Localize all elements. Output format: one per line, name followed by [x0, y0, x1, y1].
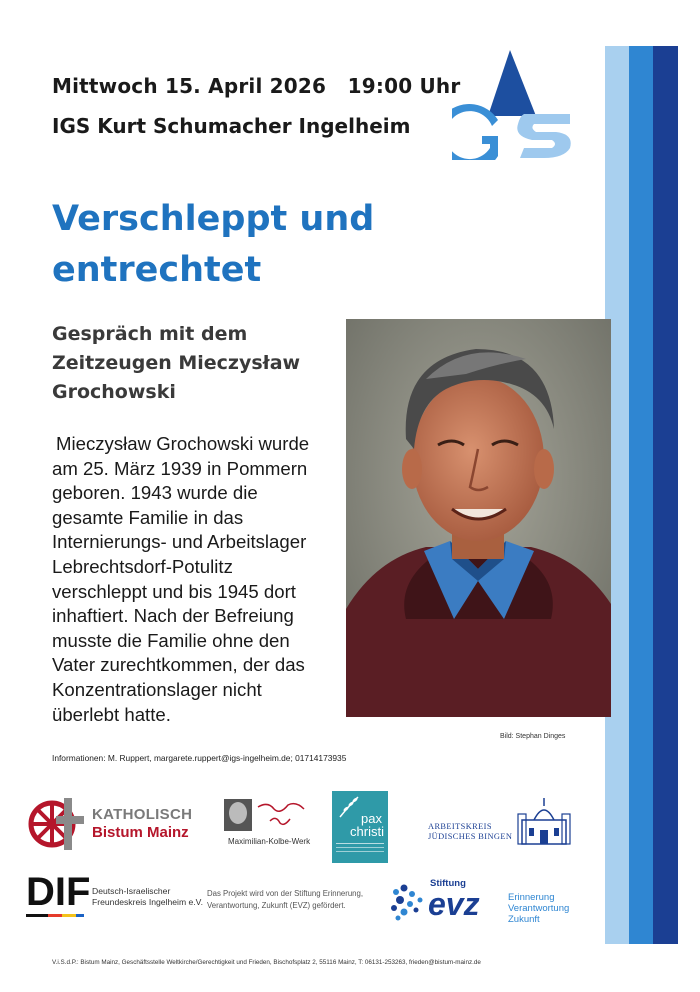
- title-line: Verschleppt und: [52, 199, 375, 239]
- stripe-mid: [629, 46, 653, 944]
- project-note: [207, 888, 363, 912]
- olive-branch-icon: [338, 795, 360, 819]
- synagogue-icon: [516, 796, 572, 846]
- subtitle-line: Gespräch mit dem: [52, 323, 248, 345]
- bio-line: Konzentrationslager nicht: [52, 678, 262, 700]
- pax-divider: [336, 851, 384, 852]
- bio-line: verschleppt und bis 1945 dort: [52, 580, 296, 602]
- bistum-mainz-label: Bistum Mainz: [92, 824, 189, 841]
- bio-line: Internierungs- und Arbeitslager: [52, 531, 307, 553]
- pax-christi-logo: [332, 791, 388, 863]
- event-venue: IGS Kurt Schumacher Ingelheim: [52, 114, 411, 138]
- pax-divider: [336, 843, 384, 844]
- kolbe-label: Maximilian-Kolbe-Werk: [228, 837, 311, 846]
- dif-bar-blue: [76, 914, 84, 917]
- kolbe-logo: [224, 797, 314, 851]
- project-note-line: Das Projekt wird von der Stiftung Erinnerung,: [207, 889, 364, 898]
- arbeitskreis-label: ARBEITSKREIS: [428, 822, 492, 831]
- dif-bar-yellow: [62, 914, 76, 917]
- juedisches-bingen-label: JÜDISCHES BINGEN: [428, 832, 513, 841]
- kolbe-portrait-icon: [224, 797, 314, 833]
- dif-letters-text: DIF: [26, 870, 91, 914]
- title-line: entrechtet: [52, 250, 262, 290]
- page-title: [52, 194, 392, 296]
- evz-tagline-line: Verantwortung: [508, 903, 570, 914]
- pax-divider: [336, 847, 384, 848]
- bio-line: geboren. 1943 wurde die: [52, 482, 258, 504]
- dif-bar-black: [26, 914, 48, 917]
- project-note-line: Verantwortung, Zukunft (EVZ) gefördert.: [207, 901, 346, 910]
- evz-letters: evz: [428, 886, 480, 922]
- bio-line: musste die Familie ohne den: [52, 629, 290, 651]
- juedisches-bingen-logo: [428, 796, 573, 848]
- bio-line: inhaftiert. Nach der Befreiung: [52, 605, 294, 627]
- pax-label: pax: [361, 811, 382, 826]
- katholisch-label: KATHOLISCH: [92, 806, 193, 823]
- bio-line: am 25. März 1939 in Pommern: [52, 457, 308, 479]
- event-date-time: [52, 74, 460, 98]
- subtitle: [52, 320, 322, 407]
- dif-letters: [26, 870, 90, 914]
- portrait-photo: [346, 319, 611, 717]
- evz-tagline-line: Erinnerung: [508, 892, 555, 903]
- subtitle-line: Zeitzeugen Mieczysław: [52, 352, 301, 374]
- dif-bar-red: [48, 914, 62, 917]
- bio-line: Lebrechtsdorf-Potulitz: [52, 555, 233, 577]
- event-date: Mittwoch 15. April 2026: [52, 74, 327, 98]
- dif-line1: Deutsch-Israelischer: [92, 886, 171, 896]
- evz-stiftung-label: Stiftung: [430, 878, 466, 889]
- igs-logo: [452, 48, 578, 160]
- evz-logo: [388, 878, 588, 928]
- event-time: 19:00 Uhr: [347, 74, 461, 98]
- bio-line: Vater zurechtkommen, der das: [52, 654, 305, 676]
- evz-tagline: [508, 892, 569, 925]
- christi-label: christi: [350, 824, 384, 839]
- evz-dots-icon: [388, 882, 428, 924]
- imprint-footer: V.i.S.d.P.: Bistum Mainz, Geschäftsstelle Weltkirche/Gerechtigkeit und Frieden, Bischofsplatz 2, 55116 Mainz, T: 06131-253263, frieden@bistum-mainz.de: [52, 959, 481, 966]
- stripe-dark: [653, 46, 678, 944]
- bio-line: gesamte Familie in das: [52, 506, 244, 528]
- photo-credit: Bild: Stephan Dinges: [500, 733, 566, 740]
- bio-line: Mieczysław Grochowski wurde: [56, 433, 310, 454]
- subtitle-line: Grochowski: [52, 381, 176, 403]
- katholisch-logo: [26, 792, 196, 856]
- bio-line: überlebt hatte.: [52, 703, 171, 725]
- bio-text: [52, 432, 334, 727]
- evz-tagline-line: Zukunft: [508, 914, 540, 925]
- contact-info: Informationen: M. Ruppert, margarete.ruppert@igs-ingelheim.de; 01714173935: [52, 753, 347, 763]
- bistum-wheel-icon: [26, 794, 88, 854]
- dif-logo: [26, 866, 203, 922]
- dif-line2: Freundeskreis Ingelheim e.V.: [92, 897, 203, 907]
